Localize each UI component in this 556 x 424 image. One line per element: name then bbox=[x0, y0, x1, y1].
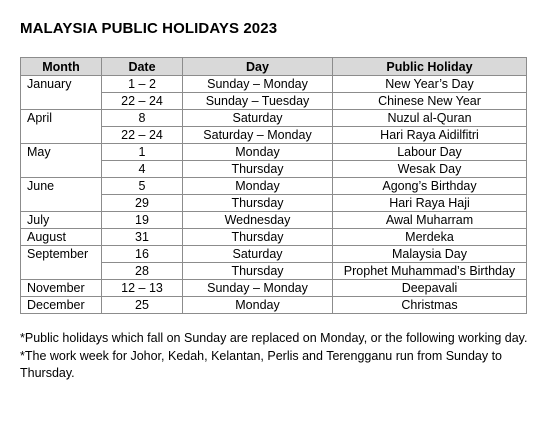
footnote-sunday-replacement: *Public holidays which fall on Sunday are replaced on Monday, or the following working day. bbox=[20, 331, 528, 345]
cell-day: Monday bbox=[183, 297, 333, 314]
cell-day: Sunday – Monday bbox=[183, 280, 333, 297]
cell-day: Wednesday bbox=[183, 212, 333, 229]
cell-public-holiday: Awal Muharram bbox=[333, 212, 527, 229]
cell-month bbox=[21, 93, 102, 110]
cell-public-holiday: Hari Raya Haji bbox=[333, 195, 527, 212]
cell-day: Thursday bbox=[183, 229, 333, 246]
cell-month: July bbox=[21, 212, 102, 229]
cell-day: Thursday bbox=[183, 263, 333, 280]
table-row bbox=[21, 110, 527, 127]
cell-date: 8 bbox=[102, 110, 183, 127]
table-row bbox=[21, 229, 527, 246]
cell-month: August bbox=[21, 229, 102, 246]
cell-month: June bbox=[21, 178, 102, 195]
table-header-row bbox=[21, 58, 527, 76]
table-row bbox=[21, 178, 527, 195]
cell-date: 22 – 24 bbox=[102, 127, 183, 144]
cell-public-holiday: Nuzul al-Quran bbox=[333, 110, 527, 127]
cell-public-holiday: Agong’s Birthday bbox=[333, 178, 527, 195]
cell-month: November bbox=[21, 280, 102, 297]
cell-date: 4 bbox=[102, 161, 183, 178]
table-row bbox=[21, 280, 527, 297]
cell-month: September bbox=[21, 246, 102, 263]
table-row bbox=[21, 127, 527, 144]
cell-month: January bbox=[21, 76, 102, 93]
cell-date: 5 bbox=[102, 178, 183, 195]
cell-date: 19 bbox=[102, 212, 183, 229]
cell-public-holiday: Deepavali bbox=[333, 280, 527, 297]
holidays-table-body bbox=[21, 76, 527, 314]
cell-day: Saturday – Monday bbox=[183, 127, 333, 144]
cell-month: April bbox=[21, 110, 102, 127]
table-row bbox=[21, 144, 527, 161]
column-header-date: Date bbox=[102, 58, 183, 76]
cell-date: 28 bbox=[102, 263, 183, 280]
footnote-work-week: *The work week for Johor, Kedah, Kelantan, Perlis and Terengganu run from Sunday to Thursday. bbox=[20, 349, 503, 380]
cell-day: Monday bbox=[183, 178, 333, 195]
table-row bbox=[21, 212, 527, 229]
cell-public-holiday: Malaysia Day bbox=[333, 246, 527, 263]
cell-date: 29 bbox=[102, 195, 183, 212]
column-header-month: Month bbox=[21, 58, 102, 76]
footnotes bbox=[20, 330, 530, 383]
cell-day: Sunday – Tuesday bbox=[183, 93, 333, 110]
cell-date: 1 – 2 bbox=[102, 76, 183, 93]
table-row bbox=[21, 161, 527, 178]
table-row bbox=[21, 263, 527, 280]
page-title: MALAYSIA PUBLIC HOLIDAYS 2023 bbox=[20, 20, 278, 37]
table-row bbox=[21, 76, 527, 93]
cell-month bbox=[21, 161, 102, 178]
cell-day: Monday bbox=[183, 144, 333, 161]
cell-public-holiday: Wesak Day bbox=[333, 161, 527, 178]
cell-day: Saturday bbox=[183, 246, 333, 263]
cell-date: 16 bbox=[102, 246, 183, 263]
table-row bbox=[21, 246, 527, 263]
cell-day: Thursday bbox=[183, 161, 333, 178]
table-row bbox=[21, 93, 527, 110]
cell-public-holiday: Labour Day bbox=[333, 144, 527, 161]
cell-date: 31 bbox=[102, 229, 183, 246]
cell-date: 12 – 13 bbox=[102, 280, 183, 297]
table-row bbox=[21, 195, 527, 212]
cell-date: 1 bbox=[102, 144, 183, 161]
cell-public-holiday: Prophet Muhammad’s Birthday bbox=[333, 263, 527, 280]
cell-public-holiday: Christmas bbox=[333, 297, 527, 314]
cell-date: 25 bbox=[102, 297, 183, 314]
cell-public-holiday: Hari Raya Aidilfitri bbox=[333, 127, 527, 144]
cell-month: December bbox=[21, 297, 102, 314]
column-header-day: Day bbox=[183, 58, 333, 76]
holidays-table bbox=[20, 57, 527, 314]
table-row bbox=[21, 297, 527, 314]
cell-day: Saturday bbox=[183, 110, 333, 127]
cell-date: 22 – 24 bbox=[102, 93, 183, 110]
column-header-public-holiday: Public Holiday bbox=[333, 58, 527, 76]
cell-month bbox=[21, 263, 102, 280]
cell-public-holiday: Chinese New Year bbox=[333, 93, 527, 110]
cell-public-holiday: Merdeka bbox=[333, 229, 527, 246]
cell-month: May bbox=[21, 144, 102, 161]
cell-day: Sunday – Monday bbox=[183, 76, 333, 93]
cell-month bbox=[21, 195, 102, 212]
cell-month bbox=[21, 127, 102, 144]
cell-day: Thursday bbox=[183, 195, 333, 212]
cell-public-holiday: New Year’s Day bbox=[333, 76, 527, 93]
